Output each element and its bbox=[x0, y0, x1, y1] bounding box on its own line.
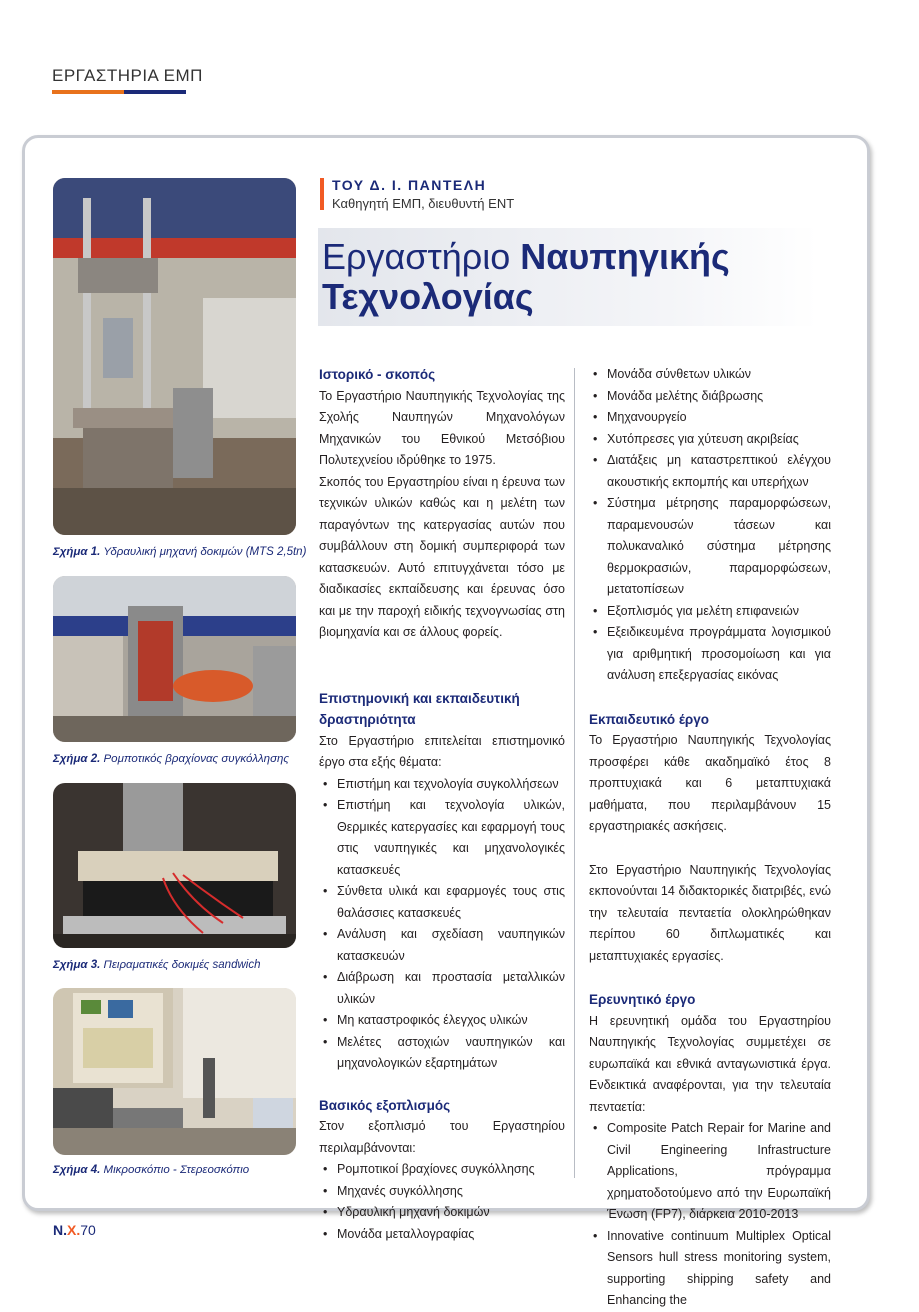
heading-education: Εκπαιδευτικό έργο bbox=[589, 711, 710, 727]
list-item: • Μη καταστροφικός έλεγχος υλικών bbox=[319, 1010, 565, 1032]
figure-1-photo bbox=[53, 178, 296, 535]
list-item: • Innovative continuum Multiplex Optical Sensors hull stress monitoring system, supporting shipping safety and Enhancing the bbox=[589, 1226, 831, 1312]
heading-equipment: Βασικός εξοπλισμός bbox=[319, 1097, 451, 1113]
list-item: • Μονάδα μελέτης διάβρωσης bbox=[589, 386, 831, 408]
science-list bbox=[319, 774, 565, 1075]
paragraph: Στον εξοπλισμό του Εργαστηρίου περιλαμβάνονται: bbox=[319, 1119, 565, 1155]
list-item: • Μονάδα μεταλλογραφίας bbox=[319, 1224, 565, 1246]
heading-research: Ερευνητικό έργο bbox=[589, 992, 696, 1007]
list-item: • Μηχανές συγκόλλησης bbox=[319, 1181, 565, 1203]
column-divider bbox=[574, 368, 575, 1178]
heading-science: Επιστημονική και εκπαιδευτική δραστηριότητα bbox=[319, 690, 520, 727]
text-column-1 bbox=[319, 364, 565, 1245]
section-label-bar bbox=[52, 90, 186, 94]
section-label: ΕΡΓΑΣΤΗΡΙΑ ΕΜΠ bbox=[52, 66, 203, 85]
list-item: • Σύνθετα υλικά και εφαρμογές τους στις θαλάσσιες κατασκευές bbox=[319, 881, 565, 924]
list-item: • Ανάλυση και σχεδίαση ναυπηγικών κατασκευών bbox=[319, 924, 565, 967]
list-item: • Μελέτες αστοχιών ναυπηγικών και μηχανολογικών εξαρτημάτων bbox=[319, 1032, 565, 1075]
paragraph: Σκοπός του Εργαστηρίου είναι η έρευνα των τεχνικών υλικών καθώς και η μελέτη των παραγόντων της κατεργασίας αυτών που συμβάλλουν στη δομική συμπεριφορά των κατασκευών. Αυτό επιτυγχάνεται τόσο με διαδικασίες εκπαίδευσης και έρευνας όσο και με την παροχή ειδικής τεχνογνωσίας στη βιομηχανία και σε άλλους φορείς. bbox=[319, 474, 565, 639]
equipment-list-continued bbox=[589, 364, 831, 687]
list-item: • Επιστήμη και τεχνολογία υλικών, Θερμικές κατεργασίες και εφαρμογή τους στις ναυπηγικές και μηχανολογικές κατασκευές bbox=[319, 795, 565, 881]
paragraph: Στο Εργαστήριο Ναυπηγικής Τεχνολογίας εκπονούνται 14 διδακτορικές διατριβές, ενώ την τελευταία πενταετία ολοκληρώθηκαν περίπου 60 διπλωματικές και μεταπτυχιακές εργασίες. bbox=[589, 862, 831, 963]
list-item: • Εξοπλισμός για μελέτη επιφανειών bbox=[589, 601, 831, 623]
list-item: • Υδραυλική μηχανή δοκιμών bbox=[319, 1202, 565, 1224]
page-number: N.X.70 bbox=[53, 1222, 96, 1238]
heading-history: Ιστορικό - σκοπός bbox=[319, 367, 436, 382]
author-role: Καθηγητή ΕΜΠ, διευθυντή ΕΝΤ bbox=[332, 196, 515, 211]
figure-1-caption: Σχήμα 1. Υδραυλική μηχανή δοκιμών (MTS 2,5tn) bbox=[53, 546, 307, 558]
figure-2-caption: Σχήμα 2. Ρομποτικός βραχίονας συγκόλλησης bbox=[53, 753, 289, 765]
figure-4-caption: Σχήμα 4. Μικροσκόπιο - Στερεοσκόπιο bbox=[53, 1164, 250, 1176]
article-title-line-2: Τεχνολογίας bbox=[322, 276, 534, 317]
research-list bbox=[589, 1118, 831, 1312]
list-item: • Διάβρωση και προστασία μεταλλικών υλικών bbox=[319, 967, 565, 1010]
author-name: ΤΟΥ Δ. Ι. ΠΑΝΤΕΛΗ bbox=[332, 177, 487, 193]
equipment-list bbox=[319, 1159, 565, 1245]
text-column-2 bbox=[589, 364, 831, 1312]
list-item: • Σύστημα μέτρησης παραμορφώσεων, παραμενουσών τάσεων και πολυκαναλικό σύστημα μέτρησης θερμοκρασιών, παραμορφώσεων, μετατοπίσεων bbox=[589, 493, 831, 601]
list-item: • Composite Patch Repair for Marine and Civil Engineering Infrastructure Applications, πρόγραμμα χρηματοδοτούμενο από την Ευρωπαϊκή Ένωση (FP7), διάρκεια 2010-2013 bbox=[589, 1118, 831, 1226]
list-item: • Επιστήμη και τεχνολογία συγκολλήσεων bbox=[319, 774, 565, 796]
list-item: • Διατάξεις μη καταστρεπτικού ελέγχου ακουστικής εκπομπής και υπερήχων bbox=[589, 450, 831, 493]
figure-3-caption: Σχήμα 3. Πειραματικές δοκιμές sandwich bbox=[53, 959, 261, 971]
list-item: • Μονάδα σύνθετων υλικών bbox=[589, 364, 831, 386]
figure-3-photo bbox=[53, 783, 296, 948]
paragraph: Στο Εργαστήριο επιτελείται επιστημονικό έργο στα εξής θέματα: bbox=[319, 733, 565, 769]
list-item: • Ρομποτικοί βραχίονες συγκόλλησης bbox=[319, 1159, 565, 1181]
list-item: • Εξειδικευμένα προγράμματα λογισμικού για αριθμητική προσομοίωση και για ανάλυση επεξεργασίας εικόνας bbox=[589, 622, 831, 687]
paragraph: Το Εργαστήριο Ναυπηγικής Τεχνολογίας προσφέρει κάθε ακαδημαϊκό έτος 8 προπτυχιακά και 6 μεταπτυχιακά μαθήματα, που περιλαμβάνουν 15 εργαστηριακές ασκήσεις. bbox=[589, 733, 831, 833]
paragraph: Το Εργαστήριο Ναυπηγικής Τεχνολογίας της Σχολής Ναυπηγών Μηχανολόγων Μηχανικών του Εθνικού Μετσόβιου Πολυτεχνείου ιδρύθηκε το 1975. bbox=[319, 388, 565, 467]
figure-2-photo bbox=[53, 576, 296, 742]
list-item: • Μηχανουργείο bbox=[589, 407, 831, 429]
author-accent-bar bbox=[320, 178, 324, 210]
paragraph: Η ερευνητική ομάδα του Εργαστηρίου Ναυπηγικής Τεχνολογίας συμμετέχει σε ευρωπαϊκά και εθνικά ανταγωνιστικά έργα. Ενδεικτικά αναφέρονται, για την τελευταία πενταετία: bbox=[589, 1013, 831, 1114]
figure-4-photo bbox=[53, 988, 296, 1155]
article-title-line-1: Εργαστήριο Ναυπηγικής bbox=[322, 236, 730, 277]
list-item: • Χυτόπρεσες για χύτευση ακριβείας bbox=[589, 429, 831, 451]
